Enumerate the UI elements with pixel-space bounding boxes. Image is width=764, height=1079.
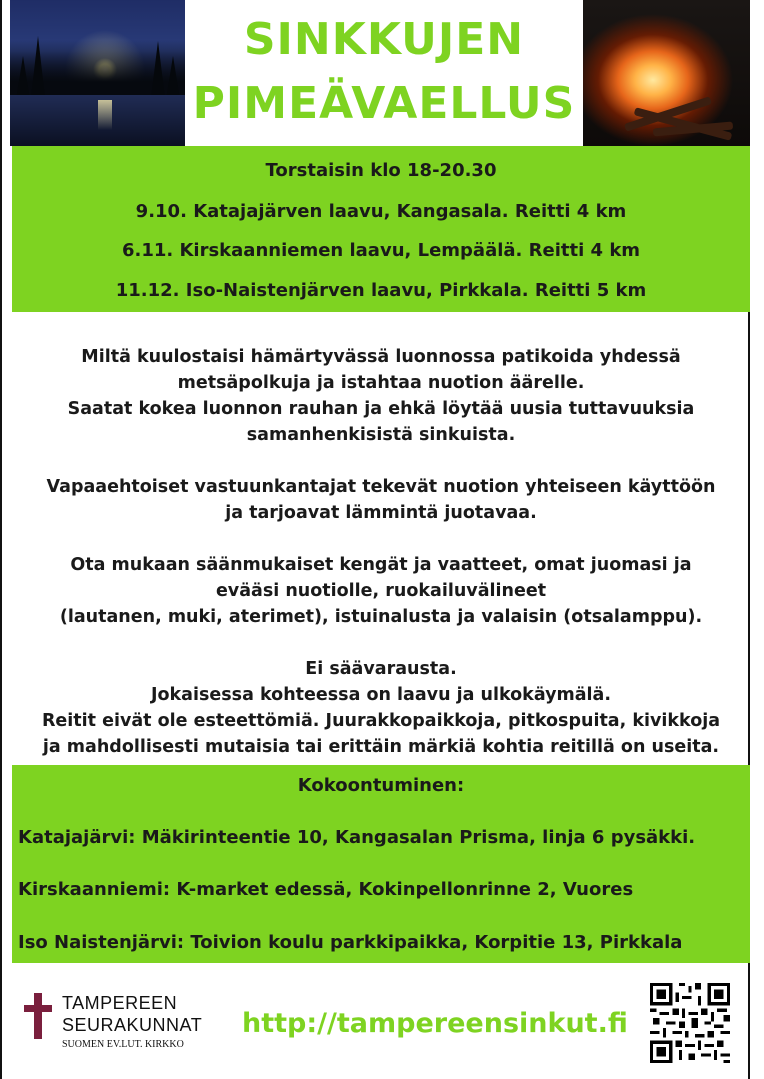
text-line: evääsi nuotiolle, ruokailuvälineet [215, 581, 547, 601]
text-line: Vapaaehtoiset vastuunkantajat tekevät nuotion yhteiseen käyttöön [46, 477, 716, 497]
description [12, 344, 750, 760]
title-line-1: SINKKUJEN [243, 14, 525, 65]
meeting-location: Kirskaanniemi: K-market edessä, Kokinpellonrinne 2, Vuores [18, 879, 634, 900]
logo-line-1: TAMPEREEN [62, 993, 178, 1013]
text-line: ja tarjoavat lämmintä juotavaa. [225, 503, 537, 523]
meeting-box [12, 765, 750, 963]
qr-code-icon[interactable] [650, 983, 730, 1063]
paragraph-equipment [12, 552, 750, 630]
meeting-heading: Kokoontuminen: [297, 775, 465, 796]
poster-title [185, 8, 583, 136]
campfire-photo [583, 0, 750, 146]
cross-icon [24, 993, 52, 1039]
logo-line-2: SEURAKUNNAT [62, 1015, 203, 1035]
logo-line-3: SUOMEN EV.LUT. KIRKKO [62, 1039, 184, 1050]
text-line: (lautanen, muki, aterimet), istuinalusta ja valaisin (otsalamppu). [59, 607, 703, 627]
text-line: samanhenkisistä sinkuista. [246, 425, 516, 445]
text-line: metsäpolkuja ja istahtaa nuotion äärelle. [177, 373, 585, 393]
schedule-event: 6.11. Kirskaanniemen laavu, Lempäälä. Reitti 4 km [121, 240, 641, 261]
schedule-event: 9.10. Katajajärven laavu, Kangasala. Reitti 4 km [135, 201, 627, 222]
text-line: ja mahdollisesti mutaisia tai erittäin märkiä kohtia reitillä on useita. [42, 737, 720, 757]
paragraph-volunteers [12, 474, 750, 526]
schedule-time: Torstaisin klo 18-20.30 [265, 160, 497, 181]
meeting-location: Katajajärvi: Mäkirinteentie 10, Kangasalan Prisma, linja 6 pysäkki. [18, 827, 696, 848]
website-link[interactable]: http://tampereensinkut.fi [242, 1008, 628, 1039]
paragraph-intro [12, 344, 750, 448]
schedule-box [12, 146, 750, 312]
text-line: Reitit eivät ole esteettömiä. Juurakkopaikkoja, pitkospuita, kivikkoja [41, 711, 721, 731]
meeting-location: Iso Naistenjärvi: Toivion koulu parkkipaikka, Korpitie 13, Pirkkala [18, 932, 683, 953]
text-line: Ei säävarausta. [305, 659, 457, 679]
schedule-event: 11.12. Iso-Naistenjärven laavu, Pirkkala. Reitti 5 km [115, 280, 647, 301]
title-line-2: PIMEÄVAELLUS [192, 78, 576, 129]
text-line: Miltä kuulostaisi hämärtyvässä luonnossa patikoida yhdessä [81, 347, 681, 367]
text-line: Jokaisessa kohteessa on laavu ja ulkokäymälä. [151, 685, 611, 705]
paragraph-notes [12, 656, 750, 760]
text-line: Saatat kokea luonnon rauhan ja ehkä löytää uusia tuttavuuksia [67, 399, 695, 419]
text-line: Ota mukaan säänmukaiset kengät ja vaatteet, omat juomasi ja [70, 555, 692, 575]
lake-moon-photo [10, 0, 185, 146]
